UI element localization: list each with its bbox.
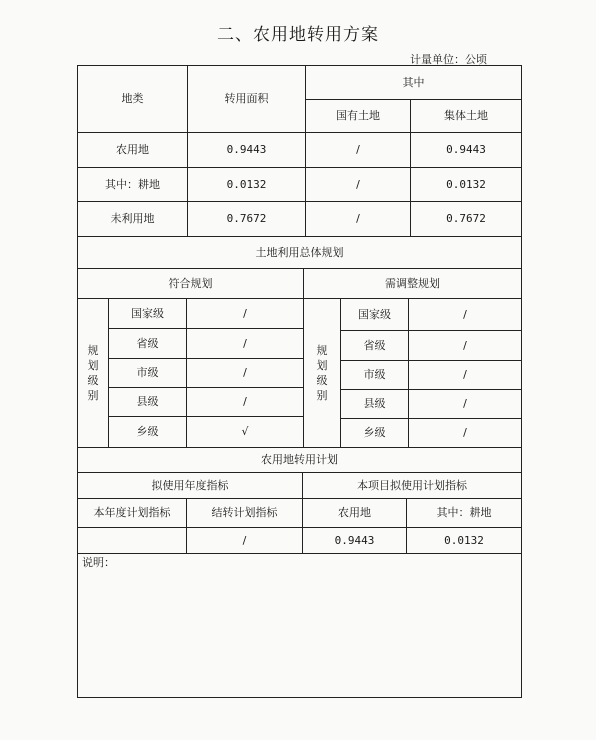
note-area	[78, 554, 521, 697]
row-area: 0.0132	[226, 177, 267, 191]
row-state-land: /	[356, 143, 360, 157]
header-of-which: 其中	[402, 75, 425, 89]
header-area: 转用面积	[224, 92, 269, 106]
level-name: 县级	[136, 395, 159, 409]
row-collective-land: 0.9443	[446, 143, 486, 157]
level-label-char: 划	[316, 359, 328, 372]
level-conform-value: /	[243, 336, 247, 350]
level-name: 国家级	[131, 306, 164, 320]
level-label-char: 级	[316, 374, 328, 387]
project-quota-heading: 本项目拟使用计划指标	[357, 478, 467, 492]
level-conform-value: /	[243, 366, 247, 380]
level-conform-value: √	[241, 425, 249, 439]
header-carryover-quota: 结转计划指标	[211, 506, 278, 520]
header-annual-quota: 本年度计划指标	[93, 506, 171, 520]
row-state-land: /	[356, 212, 360, 226]
value-carryover-quota: /	[242, 533, 247, 547]
level-label-char: 划	[87, 359, 99, 372]
level-name: 市级	[136, 366, 159, 380]
level-name: 省级	[363, 338, 386, 352]
conversion-plan-heading: 农用地转用计划	[261, 453, 338, 467]
level-name: 国家级	[358, 307, 391, 321]
level-label-char: 规	[87, 344, 99, 357]
level-label-char: 别	[87, 389, 99, 402]
level-label-char: 级	[87, 374, 99, 387]
level-adjust-value: /	[463, 307, 467, 321]
row-category: 农用地	[116, 143, 149, 157]
level-conform-value: /	[243, 395, 247, 409]
header-state-land: 国有土地	[336, 109, 380, 123]
level-label-right	[304, 299, 340, 447]
unit-label: 计量单位：公顷	[410, 53, 487, 66]
row-collective-land: 0.0132	[446, 177, 486, 191]
row-category: 其中：耕地	[105, 177, 160, 191]
row-category: 未利用地	[110, 212, 155, 226]
value-annual-quota	[78, 528, 186, 553]
level-adjust-value: /	[463, 368, 467, 382]
row-collective-land: 0.7672	[446, 212, 486, 226]
level-conform-value: /	[243, 306, 247, 320]
level-name: 县级	[363, 397, 386, 411]
level-adjust-value: /	[463, 426, 467, 440]
header-category: 地类	[121, 92, 144, 106]
level-name: 省级	[136, 336, 159, 350]
planning-heading: 土地利用总体规划	[255, 245, 344, 259]
note-label: 说明：	[82, 556, 115, 569]
adjust-heading: 需调整规划	[385, 276, 440, 290]
level-adjust-value: /	[463, 397, 467, 411]
header-collective-land: 集体土地	[444, 109, 488, 123]
value-cultivated: 0.0132	[444, 533, 484, 547]
row-area: 0.9443	[226, 143, 267, 157]
conform-heading: 符合规划	[168, 276, 213, 290]
level-adjust-value: /	[463, 338, 467, 352]
planned-quota-heading: 拟使用年度指标	[151, 478, 229, 492]
row-state-land: /	[356, 177, 360, 191]
value-farmland: 0.9443	[334, 533, 375, 547]
header-cultivated: 其中：耕地	[436, 506, 492, 520]
header-farmland: 农用地	[338, 506, 371, 520]
level-name: 乡级	[136, 425, 159, 439]
level-name: 乡级	[363, 426, 386, 440]
level-name: 市级	[363, 368, 386, 382]
level-label-char: 规	[316, 344, 328, 357]
level-label-left	[78, 299, 108, 447]
level-label-char: 别	[316, 389, 328, 402]
page-title: 二、农用地转用方案	[217, 25, 379, 45]
row-area: 0.7672	[226, 212, 267, 226]
